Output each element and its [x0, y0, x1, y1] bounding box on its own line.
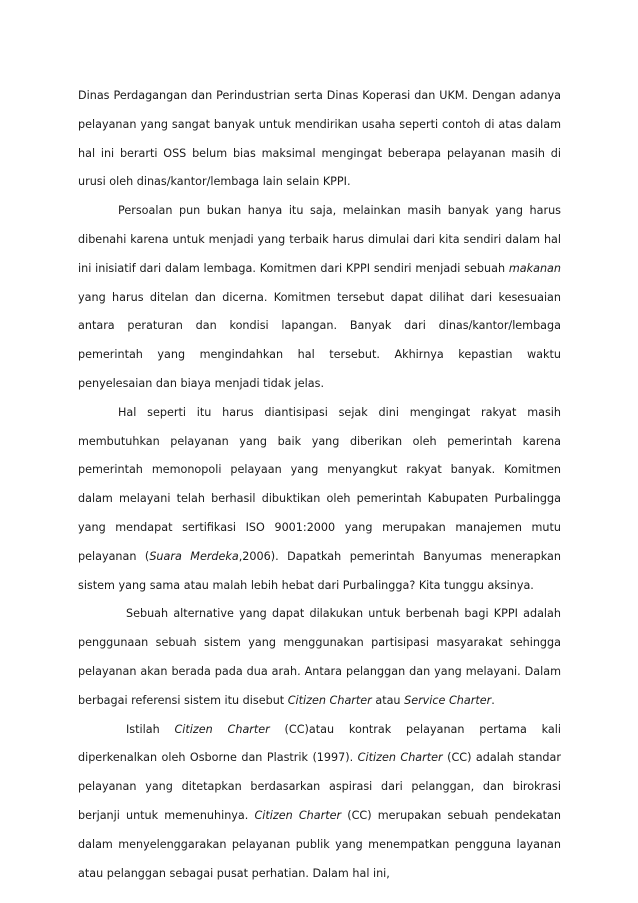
- text-segment: Istilah: [126, 722, 175, 736]
- paragraph-2: [78, 197, 561, 399]
- italic-term: makanan: [508, 261, 561, 275]
- text-segment: Sebuah alternative yang dapat dilakukan untuk berbenah bagi KPPI adalah penggunaan sebuah sistem yang menggunakan partisipasi masyarakat sehingga pelayanan akan berada pada dua arah. Antara pelanggan dan yang melayani. Dalam berbagai referensi sistem itu disebut: [78, 607, 561, 707]
- text-segment: .: [491, 693, 495, 707]
- document-body: [78, 82, 561, 888]
- italic-term: Citizen Charter: [357, 751, 443, 765]
- paragraph-4: [78, 600, 561, 715]
- text-segment: yang harus ditelan dan dicerna. Komitmen tersebut dapat dilihat dari kesesuaian antara peraturan dan kondisi lapangan. Banyak dari dinas/kantor/lembaga pemerintah yang mengindahkan hal tersebut. Akhirnya kepastian waktu penyelesaian dan biaya menjadi tidak jelas.: [78, 290, 561, 390]
- paragraph-5: [78, 716, 561, 889]
- text-segment: (CC) adalah standar pelayanan yang ditetapkan berdasarkan aspirasi dari pelanggan, dan birokrasi berjanji untuk memenuhinya.: [78, 751, 561, 822]
- paragraph-3: [78, 399, 561, 601]
- text-segment: atau: [371, 693, 405, 707]
- italic-term: Suara Merdeka: [149, 549, 239, 563]
- italic-term: Citizen Charter: [174, 722, 270, 736]
- italic-term: Citizen Charter: [287, 693, 372, 707]
- text-segment: Dinas Perdagangan dan Perindustrian serta Dinas Koperasi dan UKM. Dengan adanya pelayanan yang sangat banyak untuk mendirikan usaha seperti contoh di atas dalam hal ini berarti OSS belum bias maksimal mengingat beberapa pelayanan masih di urusi oleh dinas/kantor/lembaga lain selain KPPI.: [78, 89, 561, 189]
- text-segment: (CC)atau kontrak pelayanan pertama kali diperkenalkan oleh Osborne dan Plastrik (1997).: [78, 722, 562, 765]
- text-segment: ,2006). Dapatkah pemerintah Banyumas menerapkan sistem yang sama atau malah lebih hebat dari Purbalingga? Kita tunggu aksinya.: [78, 549, 561, 592]
- paragraph-1: [78, 82, 561, 197]
- italic-term: Service Charter: [404, 693, 492, 707]
- text-segment: (CC) merupakan sebuah pendekatan dalam menyelenggarakan pelayanan publik yang menempatkan pengguna layanan atau pelanggan sebagai pusat perhatian. Dalam hal ini,: [78, 808, 561, 880]
- text-segment: Hal seperti itu harus diantisipasi sejak dini mengingat rakyat masih membutuhkan pelayanan yang baik yang diberikan oleh pemerintah karena pemerintah memonopoli pelayaan yang menyangkut rakyat banyak. Komitmen dalam melayani telah berhasil dibuktikan oleh pemerintah Kabupaten Purbalingga yang mendapat sertifikasi ISO 9001:2000 yang merupakan manajemen mutu pelayanan (: [78, 405, 561, 563]
- italic-term: Citizen Charter: [254, 808, 342, 822]
- text-segment: Persoalan pun bukan hanya itu saja, melainkan masih banyak yang harus dibenahi karena untuk menjadi yang terbaik harus dimulai dari kita sendiri dalam hal ini inisiatif dari dalam lembaga. Komitmen dari KPPI sendiri menjadi sebuah: [78, 204, 561, 275]
